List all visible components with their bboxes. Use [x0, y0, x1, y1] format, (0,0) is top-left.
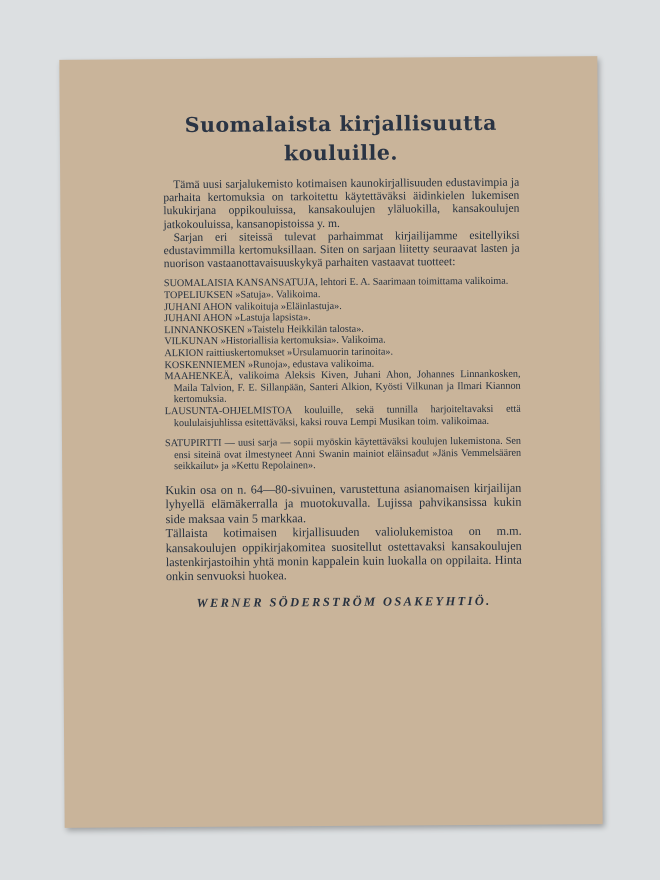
- closing-paragraph: Tällaista kotimaisen kirjallisuuden valiolukemistoa on m.m. kansakoulujen oppikirjakomitea suositellut ostettavaksi kansakoulujen lastenkirjastoihin yhtä monin kappalein kuin luokalla on oppilaita. Hinta onkin senvuoksi huokea.: [165, 523, 522, 584]
- book-list-item: SUOMALAISIA KANSANSATUJA, lehtori E. A. Saarimaan toimittama valikoima.: [163, 276, 509, 290]
- cover-title-line-1: Suomalaista kirjallisuutta: [184, 110, 497, 138]
- book-list-item: LAUSUNTA-OHJELMISTOA kouluille, sekä tunnilla harjoiteltavaksi että koululaisjuhlissa esitettäväksi, kaksi rouva Lempi Musikan toim. valikoimaa.: [164, 403, 521, 429]
- cover-title: [163, 109, 519, 169]
- book-list-item: ALKION raittiuskertomukset »Ursulamuorin tarinoita».: [164, 346, 394, 360]
- book-list-item: TOPELIUKSEN »Satuja». Valikoima.: [163, 289, 321, 302]
- closing-paragraph: Kukin osa on n. 64—80-sivuinen, varustettuna asianomaisen kirjailijan lyhyellä elämäkerralla ja muotokuvalla. Lujissa pahvikansissa kukin side maksaa vain 5 markkaa.: [165, 480, 522, 526]
- book-list-item: KOSKENNIEMEN »Runoja», edustava valikoima.: [164, 358, 375, 371]
- cover-text-block: [163, 109, 522, 611]
- cover-title-line-2: kouluille.: [283, 140, 399, 166]
- satupirtti-item: SATUPIRTTI — uusi sarja — sopii myöskin käytettäväksi koulujen lukemistona. Sen ensi siteinä ovat ilmestyneet Anni Swanin mainiot eläinsadut »Jänis Vemmelsäären seikkailut» ja »Kettu Repolainen».: [164, 435, 522, 473]
- series-list: [165, 436, 521, 473]
- book-list-item: VILKUNAN »Historiallisia kertomuksia». Valikoima.: [164, 335, 386, 348]
- book-list-item: JUHANI AHON »Lastuja lapsista».: [164, 312, 311, 325]
- book-list-item: MAAHENKEÄ, valikoima Aleksis Kiven, Juhani Ahon, Johannes Linnankosken, Maila Talvion, F. E. Sillanpään, Santeri Alkion, Kyösti Vilkunan ja Ilmari Kiannon kertomuksia.: [164, 368, 521, 406]
- intro-paragraph: Sarjan eri siteissä tulevat parhaimmat kirjailijamme esitellyiksi edustavimmilla kertomuksillaan. Siten on sarjaan liitetty seuraavat lasten ja nuorison vastaanottavaisuuskykyä parhaiten vastaavat tuotteet:: [163, 228, 520, 271]
- book-list-item: JUHANI AHON valikoituja »Eläinlastuja».: [164, 300, 342, 313]
- intro-paragraph: Tämä uusi sarjalukemisto kotimaisen kaunokirjallisuuden edustavimpia ja parhaita kertomuksia on tarkoitettu käytettäväksi äidinkielen lukemisen lukukirjana oppikouluissa, kansakoulujen yläluokilla, kansakoulujen jatkokouluissa, kansanopistoissa y. m.: [163, 175, 520, 231]
- book-back-cover: [59, 56, 602, 828]
- book-list-item: LINNANKOSKEN »Taistelu Heikkilän talosta».: [164, 323, 364, 336]
- publisher-name: WERNER SÖDERSTRÖM OSAKEYHTIÖ.: [196, 593, 492, 610]
- book-list: [164, 276, 521, 429]
